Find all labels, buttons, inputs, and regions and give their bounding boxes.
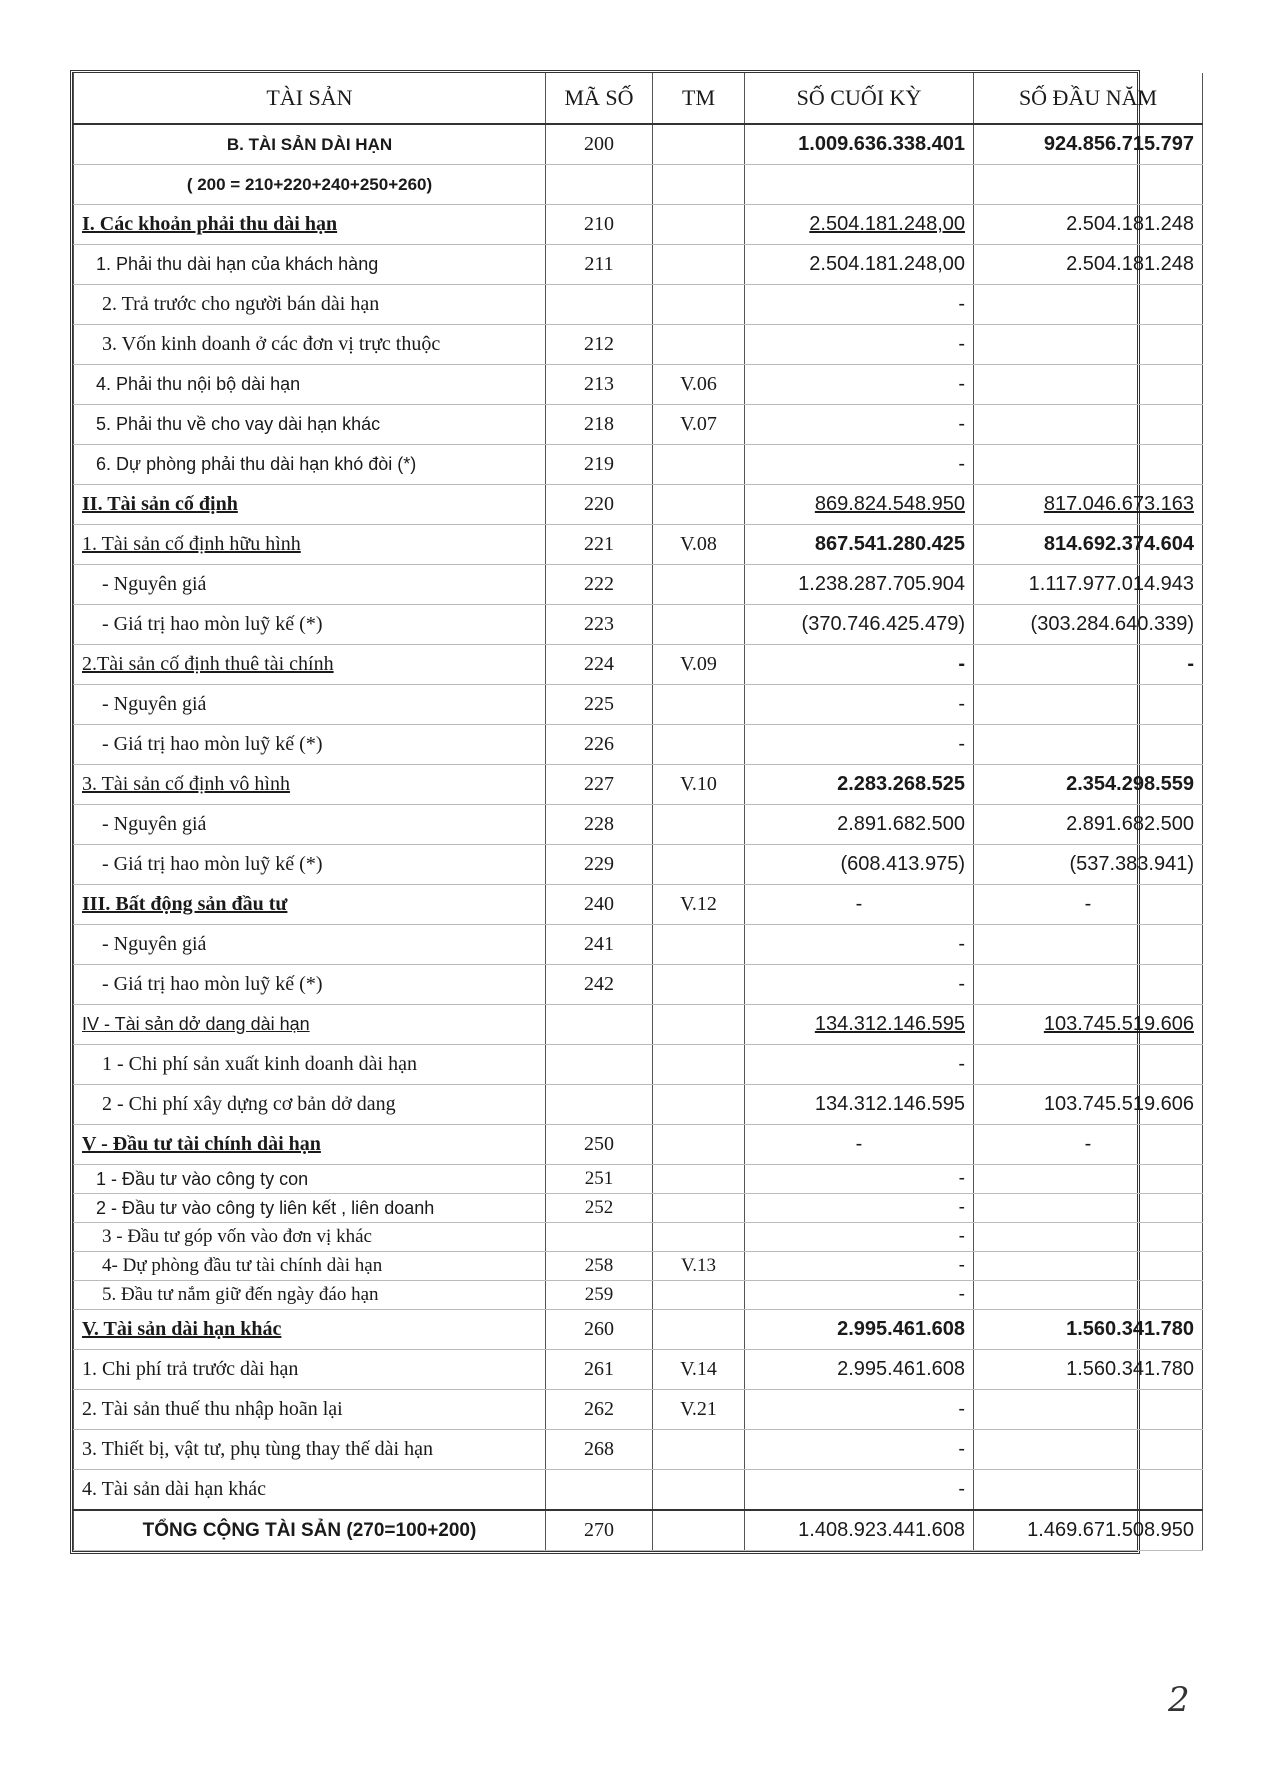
row-code: 222 — [546, 565, 653, 605]
row-note: V.06 — [653, 365, 745, 405]
table-row — [74, 205, 1203, 245]
row-start: 924.856.715.797 — [974, 124, 1203, 165]
row-start — [974, 405, 1203, 445]
row-start — [974, 1252, 1203, 1281]
row-code: 220 — [546, 485, 653, 525]
row-start: 103.745.519.606 — [974, 1005, 1203, 1045]
row-name: 2. Tài sản thuế thu nhập hoãn lại — [74, 1390, 546, 1430]
table-row — [74, 245, 1203, 285]
row-start — [974, 925, 1203, 965]
table-row — [74, 124, 1203, 165]
row-start — [974, 1430, 1203, 1470]
row-note: V.12 — [653, 885, 745, 925]
table-row — [74, 645, 1203, 685]
total-end: 1.408.923.441.608 — [745, 1510, 974, 1551]
row-name: 1. Tài sản cố định hữu hình — [74, 525, 546, 565]
row-note — [653, 565, 745, 605]
row-start — [974, 685, 1203, 725]
row-end: - — [745, 1390, 974, 1430]
row-note — [653, 1045, 745, 1085]
row-name: - Giá trị hao mòn luỹ kế (*) — [74, 845, 546, 885]
row-end: - — [745, 965, 974, 1005]
row-start: 2.504.181.248 — [974, 205, 1203, 245]
row-note — [653, 1430, 745, 1470]
table-row — [74, 525, 1203, 565]
row-code: 252 — [546, 1194, 653, 1223]
row-end: - — [745, 365, 974, 405]
table-row — [74, 725, 1203, 765]
row-name: 3. Thiết bị, vật tư, phụ tùng thay thế dài hạn — [74, 1430, 546, 1470]
row-end: - — [745, 1165, 974, 1194]
row-note — [653, 805, 745, 845]
row-end: - — [745, 1045, 974, 1085]
row-start: 814.692.374.604 — [974, 525, 1203, 565]
row-end: 1.238.287.705.904 — [745, 565, 974, 605]
table-row — [74, 1390, 1203, 1430]
table-row — [74, 1165, 1203, 1194]
row-end: - — [745, 685, 974, 725]
row-start — [974, 165, 1203, 205]
row-note: V.10 — [653, 765, 745, 805]
row-start — [974, 1045, 1203, 1085]
table-row — [74, 445, 1203, 485]
row-note — [653, 445, 745, 485]
row-start: 1.560.341.780 — [974, 1350, 1203, 1390]
row-code — [546, 1085, 653, 1125]
total-note — [653, 1510, 745, 1551]
row-start — [974, 1165, 1203, 1194]
table-row — [74, 1252, 1203, 1281]
row-name: 1 - Đầu tư vào công ty con — [74, 1165, 546, 1194]
table-row — [74, 1045, 1203, 1085]
row-code: 262 — [546, 1390, 653, 1430]
row-start: 1.560.341.780 — [974, 1310, 1203, 1350]
row-end: 2.504.181.248,00 — [745, 245, 974, 285]
row-code: 200 — [546, 124, 653, 165]
row-start — [974, 1470, 1203, 1511]
row-note — [653, 965, 745, 1005]
row-note — [653, 1165, 745, 1194]
row-name: - Nguyên giá — [74, 805, 546, 845]
total-label: TỔNG CỘNG TÀI SẢN (270=100+200) — [74, 1510, 546, 1551]
row-end: - — [745, 1125, 974, 1165]
row-name: 1. Phải thu dài hạn của khách hàng — [74, 245, 546, 285]
table-row — [74, 1085, 1203, 1125]
row-note — [653, 124, 745, 165]
row-note: V.13 — [653, 1252, 745, 1281]
row-name: 4. Tài sản dài hạn khác — [74, 1470, 546, 1511]
row-start — [974, 1223, 1203, 1252]
row-start: 2.891.682.500 — [974, 805, 1203, 845]
row-name: 6. Dự phòng phải thu dài hạn khó đòi (*) — [74, 445, 546, 485]
row-note — [653, 605, 745, 645]
total-code: 270 — [546, 1510, 653, 1551]
table-row — [74, 1430, 1203, 1470]
row-note — [653, 1005, 745, 1045]
row-code: 213 — [546, 365, 653, 405]
row-name: ( 200 = 210+220+240+250+260) — [74, 165, 546, 205]
row-start — [974, 1281, 1203, 1310]
table-row — [74, 1223, 1203, 1252]
row-note: V.09 — [653, 645, 745, 685]
row-note: V.21 — [653, 1390, 745, 1430]
row-note: V.14 — [653, 1350, 745, 1390]
row-note — [653, 285, 745, 325]
row-name: 3. Tài sản cố định vô hình — [74, 765, 546, 805]
balance-sheet — [70, 70, 1194, 1554]
row-note — [653, 1125, 745, 1165]
row-name: - Nguyên giá — [74, 925, 546, 965]
table-row — [74, 165, 1203, 205]
row-code: 225 — [546, 685, 653, 725]
table-row — [74, 1310, 1203, 1350]
row-name: 1. Chi phí trả trước dài hạn — [74, 1350, 546, 1390]
row-start — [974, 1194, 1203, 1223]
row-end: 867.541.280.425 — [745, 525, 974, 565]
row-end — [745, 165, 974, 205]
row-code: 242 — [546, 965, 653, 1005]
row-end: 2.504.181.248,00 — [745, 205, 974, 245]
table-row — [74, 325, 1203, 365]
table-row — [74, 285, 1203, 325]
row-end: - — [745, 885, 974, 925]
row-end: 2.995.461.608 — [745, 1310, 974, 1350]
row-start: 2.354.298.559 — [974, 765, 1203, 805]
table-row — [74, 1125, 1203, 1165]
row-end: - — [745, 1281, 974, 1310]
row-code: 211 — [546, 245, 653, 285]
row-code: 223 — [546, 605, 653, 645]
row-note — [653, 165, 745, 205]
table-row — [74, 1005, 1203, 1045]
row-name: B. TÀI SẢN DÀI HẠN — [74, 124, 546, 165]
row-note — [653, 1310, 745, 1350]
row-code — [546, 1005, 653, 1045]
row-name: II. Tài sản cố định — [74, 485, 546, 525]
assets-table — [73, 73, 1203, 1551]
header-assets: TÀI SẢN — [74, 73, 546, 124]
row-note — [653, 205, 745, 245]
row-name: - Giá trị hao mòn luỹ kế (*) — [74, 605, 546, 645]
row-code: 210 — [546, 205, 653, 245]
table-row — [74, 1194, 1203, 1223]
row-start: 2.504.181.248 — [974, 245, 1203, 285]
row-note — [653, 245, 745, 285]
row-end: - — [745, 1252, 974, 1281]
row-code — [546, 1470, 653, 1511]
row-name: 3. Vốn kinh doanh ở các đơn vị trực thuộc — [74, 325, 546, 365]
header-note: TM — [653, 73, 745, 124]
row-end: 1.009.636.338.401 — [745, 124, 974, 165]
row-start: 1.117.977.014.943 — [974, 565, 1203, 605]
row-code — [546, 1045, 653, 1085]
row-name: - Giá trị hao mòn luỹ kế (*) — [74, 965, 546, 1005]
table-row — [74, 885, 1203, 925]
row-code: 241 — [546, 925, 653, 965]
row-name: - Nguyên giá — [74, 685, 546, 725]
table-row — [74, 965, 1203, 1005]
row-end: - — [745, 1194, 974, 1223]
table-row — [74, 925, 1203, 965]
row-start — [974, 1390, 1203, 1430]
row-start: - — [974, 1125, 1203, 1165]
row-code: 226 — [546, 725, 653, 765]
row-start — [974, 325, 1203, 365]
row-code: 221 — [546, 525, 653, 565]
row-end: (370.746.425.479) — [745, 605, 974, 645]
row-start: (537.383.941) — [974, 845, 1203, 885]
row-end: 2.891.682.500 — [745, 805, 974, 845]
row-code: 259 — [546, 1281, 653, 1310]
table-row — [74, 1470, 1203, 1511]
row-code: 261 — [546, 1350, 653, 1390]
row-note — [653, 1085, 745, 1125]
row-note — [653, 1223, 745, 1252]
row-start — [974, 285, 1203, 325]
row-code — [546, 165, 653, 205]
row-end: - — [745, 925, 974, 965]
row-name: 5. Phải thu về cho vay dài hạn khác — [74, 405, 546, 445]
row-code: 240 — [546, 885, 653, 925]
row-start: - — [974, 885, 1203, 925]
row-note — [653, 685, 745, 725]
row-name: 3 - Đầu tư góp vốn vào đơn vị khác — [74, 1223, 546, 1252]
row-end: (608.413.975) — [745, 845, 974, 885]
page-number: 2 — [1168, 1680, 1190, 1720]
row-note — [653, 1194, 745, 1223]
row-name: 4- Dự phòng đầu tư tài chính dài hạn — [74, 1252, 546, 1281]
row-start — [974, 725, 1203, 765]
row-code: 260 — [546, 1310, 653, 1350]
row-name: 5. Đầu tư nắm giữ đến ngày đáo hạn — [74, 1281, 546, 1310]
header-ending-balance: SỐ CUỐI KỲ — [745, 73, 974, 124]
row-code: 229 — [546, 845, 653, 885]
total-start: 1.469.671.508.950 — [974, 1510, 1203, 1551]
row-name: - Nguyên giá — [74, 565, 546, 605]
row-end: 134.312.146.595 — [745, 1085, 974, 1125]
table-row — [74, 405, 1203, 445]
row-name: III. Bất động sản đầu tư — [74, 885, 546, 925]
row-name: V - Đầu tư tài chính dài hạn — [74, 1125, 546, 1165]
row-name: V. Tài sản dài hạn khác — [74, 1310, 546, 1350]
header-code: MÃ SỐ — [546, 73, 653, 124]
header-beginning-balance: SỐ ĐẦU NĂM — [974, 73, 1203, 124]
row-start: (303.284.640.339) — [974, 605, 1203, 645]
row-name: 2. Trả trước cho người bán dài hạn — [74, 285, 546, 325]
row-end: - — [745, 1470, 974, 1511]
row-start: 817.046.673.163 — [974, 485, 1203, 525]
row-end: - — [745, 325, 974, 365]
row-name: I. Các khoản phải thu dài hạn — [74, 205, 546, 245]
row-note — [653, 845, 745, 885]
row-code: 212 — [546, 325, 653, 365]
row-name: 2.Tài sản cố định thuê tài chính — [74, 645, 546, 685]
table-row — [74, 765, 1203, 805]
row-code: 250 — [546, 1125, 653, 1165]
row-end: - — [745, 1430, 974, 1470]
row-end: - — [745, 1223, 974, 1252]
row-name: 2 - Đầu tư vào công ty liên kết , liên doanh — [74, 1194, 546, 1223]
row-start: - — [974, 645, 1203, 685]
row-start: 103.745.519.606 — [974, 1085, 1203, 1125]
row-note — [653, 485, 745, 525]
total-row — [74, 1510, 1203, 1551]
row-name: - Giá trị hao mòn luỹ kế (*) — [74, 725, 546, 765]
row-end: - — [745, 285, 974, 325]
row-code: 268 — [546, 1430, 653, 1470]
row-end: - — [745, 405, 974, 445]
table-row — [74, 565, 1203, 605]
row-end: - — [745, 445, 974, 485]
table-row — [74, 485, 1203, 525]
table-row — [74, 805, 1203, 845]
row-code: 218 — [546, 405, 653, 445]
table-row — [74, 1281, 1203, 1310]
row-code: 258 — [546, 1252, 653, 1281]
table-row — [74, 365, 1203, 405]
row-end: - — [745, 725, 974, 765]
row-note — [653, 925, 745, 965]
row-name: 2 - Chi phí xây dựng cơ bản dở dang — [74, 1085, 546, 1125]
row-note: V.07 — [653, 405, 745, 445]
table-header — [74, 73, 1203, 124]
row-code: 224 — [546, 645, 653, 685]
row-name: IV - Tài sản dở dang dài hạn — [74, 1005, 546, 1045]
row-start — [974, 365, 1203, 405]
row-code — [546, 285, 653, 325]
row-note — [653, 325, 745, 365]
row-name: 4. Phải thu nội bộ dài hạn — [74, 365, 546, 405]
row-end: 2.995.461.608 — [745, 1350, 974, 1390]
row-code: 219 — [546, 445, 653, 485]
table-row — [74, 685, 1203, 725]
row-end: - — [745, 645, 974, 685]
row-name: 1 - Chi phí sản xuất kinh doanh dài hạn — [74, 1045, 546, 1085]
row-note — [653, 725, 745, 765]
row-start — [974, 965, 1203, 1005]
row-end: 2.283.268.525 — [745, 765, 974, 805]
row-code: 228 — [546, 805, 653, 845]
row-end: 134.312.146.595 — [745, 1005, 974, 1045]
row-code — [546, 1223, 653, 1252]
row-end: 869.824.548.950 — [745, 485, 974, 525]
table-row — [74, 1350, 1203, 1390]
row-note: V.08 — [653, 525, 745, 565]
row-code: 251 — [546, 1165, 653, 1194]
row-start — [974, 445, 1203, 485]
table-row — [74, 605, 1203, 645]
row-note — [653, 1281, 745, 1310]
row-note — [653, 1470, 745, 1511]
table-row — [74, 845, 1203, 885]
row-code: 227 — [546, 765, 653, 805]
